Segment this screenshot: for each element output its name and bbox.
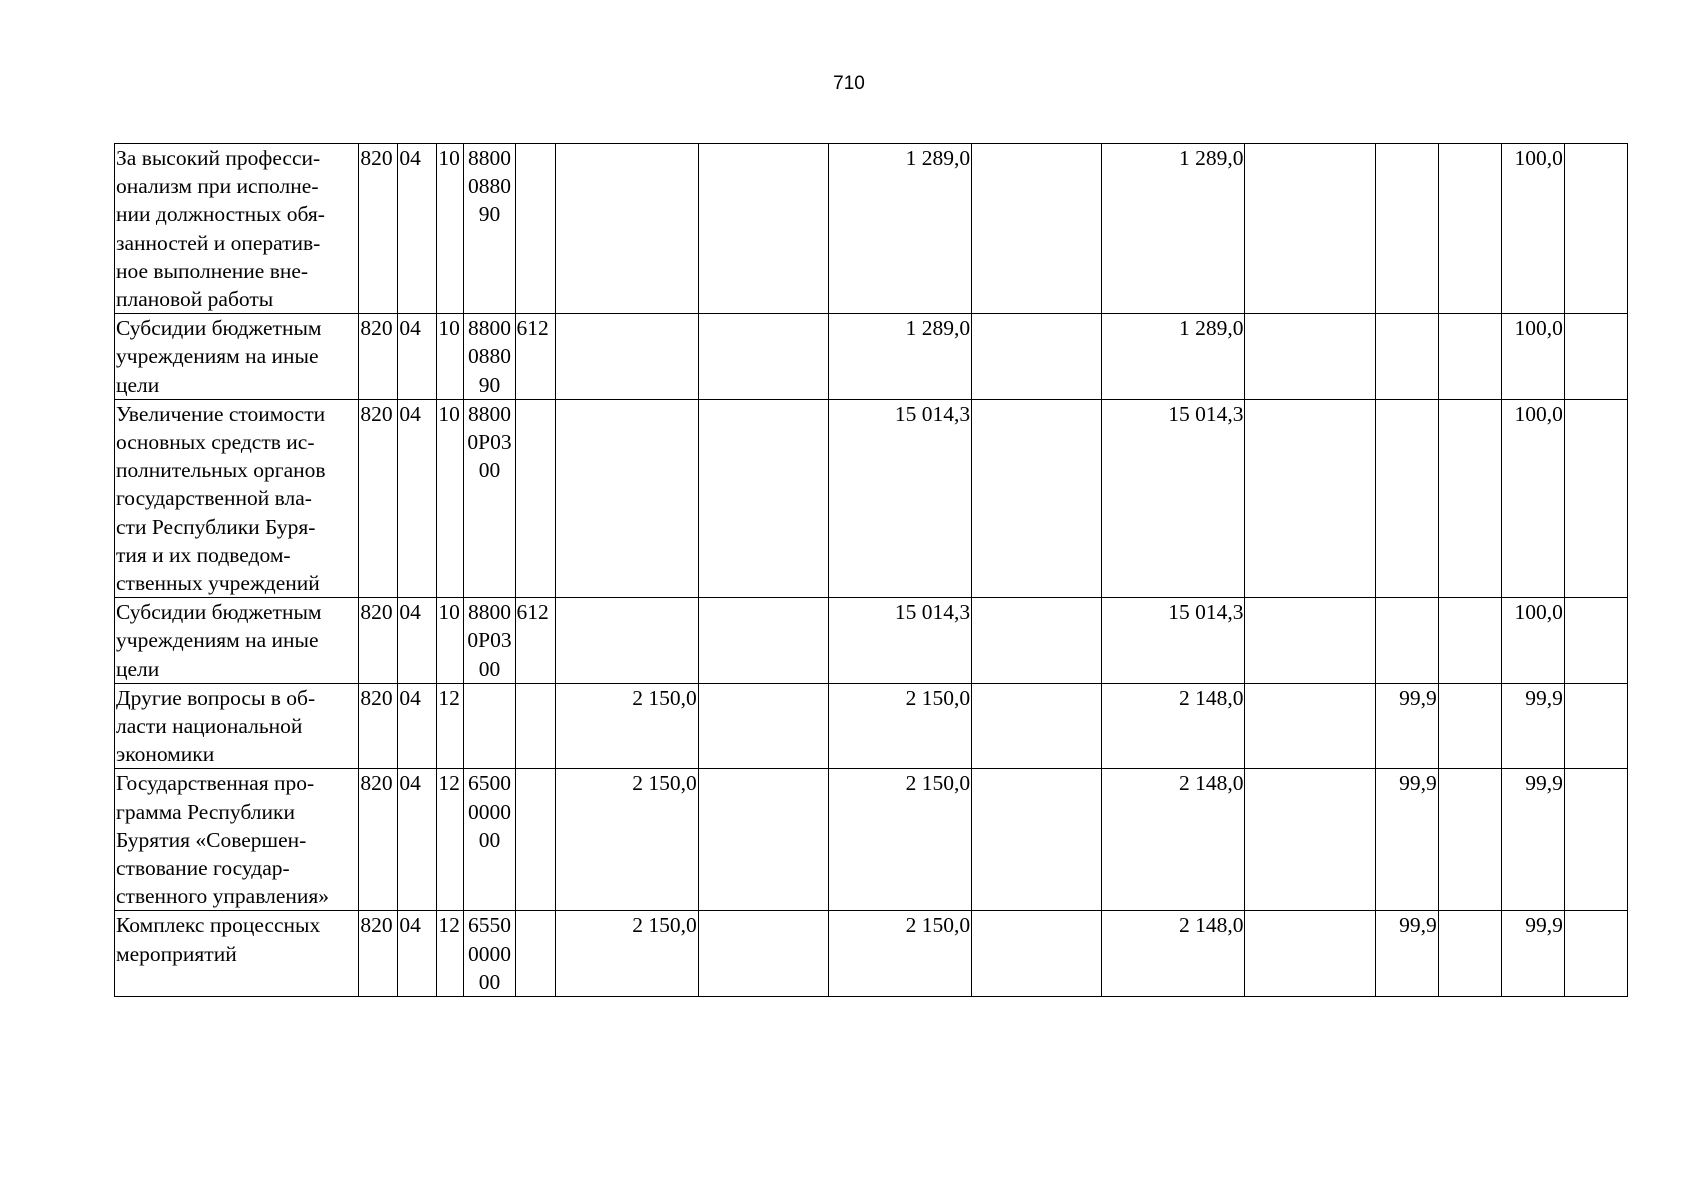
- percent-cell: 100,0: [1501, 314, 1564, 400]
- percent-cell: [1375, 598, 1438, 684]
- subsection-code-cell: 12: [437, 769, 464, 911]
- amount-cell: 2 150,0: [555, 911, 698, 997]
- expense-type-cell: [515, 683, 555, 769]
- percent-cell: 100,0: [1501, 399, 1564, 597]
- amount-cell: 2 148,0: [1102, 769, 1245, 911]
- amount-cell: 1 289,0: [1102, 144, 1245, 314]
- section-code-cell: 04: [398, 144, 437, 314]
- table-row: [115, 314, 1628, 400]
- empty-cell: [698, 399, 828, 597]
- empty-cell: [1245, 911, 1375, 997]
- empty-cell: [698, 769, 828, 911]
- empty-cell: [1438, 399, 1501, 597]
- empty-cell: [698, 598, 828, 684]
- expense-type-cell: [515, 399, 555, 597]
- amount-cell: 15 014,3: [1102, 598, 1245, 684]
- empty-cell: [972, 769, 1102, 911]
- expense-type-cell: 612: [515, 314, 555, 400]
- subsection-code-cell: 12: [437, 683, 464, 769]
- empty-cell: [1564, 598, 1627, 684]
- subsection-code-cell: 10: [437, 144, 464, 314]
- target-article-cell: 8800 0Р03 00: [464, 598, 515, 684]
- row-name-cell: За высокий професси- онализм при исполне- нии должностных обя- занностей и оператив- ное выполнение вне- плановой работы: [115, 144, 359, 314]
- expense-type-cell: 612: [515, 598, 555, 684]
- empty-cell: [1564, 769, 1627, 911]
- empty-cell: [972, 911, 1102, 997]
- ved-code-cell: 820: [359, 144, 398, 314]
- amount-cell: 15 014,3: [1102, 399, 1245, 597]
- section-code-cell: 04: [398, 314, 437, 400]
- amount-cell: 1 289,0: [1102, 314, 1245, 400]
- percent-cell: 100,0: [1501, 144, 1564, 314]
- target-article-cell: 8800 0880 90: [464, 314, 515, 400]
- table-row: [115, 598, 1628, 684]
- budget-table: [114, 143, 1628, 997]
- empty-cell: [1245, 683, 1375, 769]
- empty-cell: [1245, 314, 1375, 400]
- empty-cell: [1438, 598, 1501, 684]
- row-name-cell: Комплекс процессных мероприятий: [115, 911, 359, 997]
- ved-code-cell: 820: [359, 399, 398, 597]
- section-code-cell: 04: [398, 598, 437, 684]
- empty-cell: [972, 314, 1102, 400]
- subsection-code-cell: 10: [437, 598, 464, 684]
- empty-cell: [1245, 769, 1375, 911]
- empty-cell: [1564, 144, 1627, 314]
- empty-cell: [698, 911, 828, 997]
- empty-cell: [1564, 911, 1627, 997]
- table-row: [115, 683, 1628, 769]
- percent-cell: [1375, 144, 1438, 314]
- amount-cell: [555, 399, 698, 597]
- amount-cell: 1 289,0: [828, 314, 971, 400]
- ved-code-cell: 820: [359, 683, 398, 769]
- table-row: [115, 399, 1628, 597]
- row-name-cell: Субсидии бюджетным учреждениям на иные цели: [115, 598, 359, 684]
- empty-cell: [972, 144, 1102, 314]
- percent-cell: [1375, 314, 1438, 400]
- ved-code-cell: 820: [359, 314, 398, 400]
- empty-cell: [972, 598, 1102, 684]
- amount-cell: 2 150,0: [555, 769, 698, 911]
- target-article-cell: 6500 0000 00: [464, 769, 515, 911]
- subsection-code-cell: 10: [437, 314, 464, 400]
- section-code-cell: 04: [398, 769, 437, 911]
- amount-cell: 2 148,0: [1102, 911, 1245, 997]
- amount-cell: [555, 144, 698, 314]
- empty-cell: [1438, 314, 1501, 400]
- amount-cell: 15 014,3: [828, 399, 971, 597]
- ved-code-cell: 820: [359, 598, 398, 684]
- table-row: [115, 144, 1628, 314]
- empty-cell: [698, 314, 828, 400]
- empty-cell: [972, 683, 1102, 769]
- amount-cell: [555, 598, 698, 684]
- target-article-cell: 8800 0Р03 00: [464, 399, 515, 597]
- empty-cell: [1245, 399, 1375, 597]
- target-article-cell: 6550 0000 00: [464, 911, 515, 997]
- empty-cell: [1564, 683, 1627, 769]
- section-code-cell: 04: [398, 683, 437, 769]
- percent-cell: 99,9: [1375, 769, 1438, 911]
- percent-cell: 99,9: [1501, 683, 1564, 769]
- amount-cell: 2 150,0: [828, 911, 971, 997]
- empty-cell: [1564, 399, 1627, 597]
- empty-cell: [1438, 683, 1501, 769]
- amount-cell: 2 148,0: [1102, 683, 1245, 769]
- ved-code-cell: 820: [359, 911, 398, 997]
- empty-cell: [1564, 314, 1627, 400]
- table-body: [115, 144, 1628, 997]
- amount-cell: 2 150,0: [555, 683, 698, 769]
- empty-cell: [1438, 911, 1501, 997]
- amount-cell: [555, 314, 698, 400]
- expense-type-cell: [515, 144, 555, 314]
- subsection-code-cell: 10: [437, 399, 464, 597]
- row-name-cell: Субсидии бюджетным учреждениям на иные цели: [115, 314, 359, 400]
- amount-cell: 15 014,3: [828, 598, 971, 684]
- empty-cell: [1245, 144, 1375, 314]
- section-code-cell: 04: [398, 911, 437, 997]
- empty-cell: [972, 399, 1102, 597]
- amount-cell: 2 150,0: [828, 683, 971, 769]
- empty-cell: [698, 683, 828, 769]
- row-name-cell: Государственная про- грамма Республики Бурятия «Совершен- ствование государ- ственного управления»: [115, 769, 359, 911]
- empty-cell: [1438, 144, 1501, 314]
- percent-cell: [1375, 399, 1438, 597]
- amount-cell: 1 289,0: [828, 144, 971, 314]
- table-row: [115, 911, 1628, 997]
- section-code-cell: 04: [398, 399, 437, 597]
- target-article-cell: 8800 0880 90: [464, 144, 515, 314]
- empty-cell: [1245, 598, 1375, 684]
- table-row: [115, 769, 1628, 911]
- target-article-cell: [464, 683, 515, 769]
- percent-cell: 99,9: [1375, 683, 1438, 769]
- empty-cell: [1438, 769, 1501, 911]
- expense-type-cell: [515, 911, 555, 997]
- percent-cell: 99,9: [1375, 911, 1438, 997]
- percent-cell: 99,9: [1501, 769, 1564, 911]
- page-number: 710: [833, 73, 865, 94]
- ved-code-cell: 820: [359, 769, 398, 911]
- row-name-cell: Другие вопросы в об- ласти национальной экономики: [115, 683, 359, 769]
- subsection-code-cell: 12: [437, 911, 464, 997]
- percent-cell: 99,9: [1501, 911, 1564, 997]
- empty-cell: [698, 144, 828, 314]
- row-name-cell: Увеличение стоимости основных средств ис- полнительных органов государственной вла- сти Республики Буря- тия и их подведом- ственных учреждений: [115, 399, 359, 597]
- expense-type-cell: [515, 769, 555, 911]
- percent-cell: 100,0: [1501, 598, 1564, 684]
- amount-cell: 2 150,0: [828, 769, 971, 911]
